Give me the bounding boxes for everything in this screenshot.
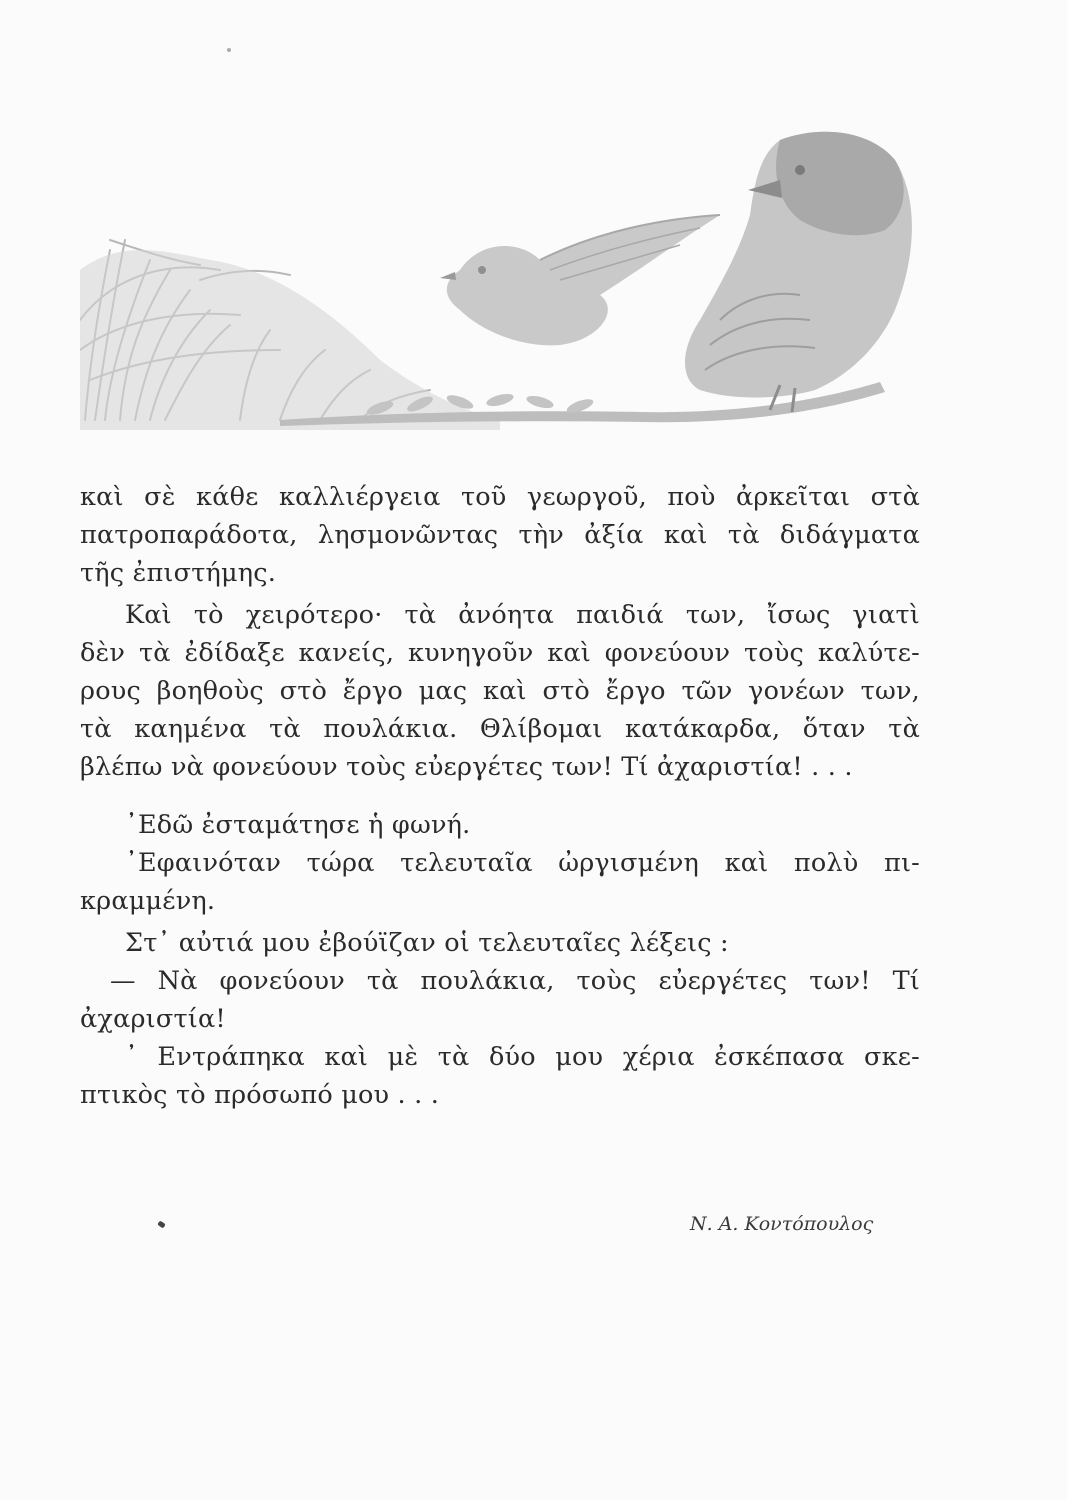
- text-line: βλέπω νὰ φονεύουν τοὺς εὐεργέτες των! Τί ἀχαριστία! . . .: [80, 752, 853, 782]
- text-line: τὰ καημένα τὰ πουλάκια. Θλίβομαι κατάκαρδα, ὅταν τὰ: [80, 714, 920, 744]
- text-line: πατροπαράδοτα, λησμονῶντας τὴν ἀξία καὶ τὰ διδάγματα: [80, 520, 920, 550]
- text-line: τῆς ἐπιστήμης.: [80, 558, 277, 588]
- text-line: Καὶ τὸ χειρότερο· τὰ ἀνόητα παιδιά των, ἴσως γιατὶ: [125, 600, 920, 630]
- body-text: [80, 478, 920, 1114]
- text-line: ἀχαριστία!: [80, 1004, 226, 1034]
- text-line: ᾿Εφαινόταν τώρα τελευταῖα ὠργισμένη καὶ πολὺ πι-: [125, 848, 920, 878]
- text-line: πτικὸς τὸ πρόσωπό μου . . .: [80, 1080, 440, 1110]
- text-line: κραμμένη.: [80, 886, 216, 916]
- text-line: δὲν τὰ ἐδίδαξε κανείς, κυνηγοῦν καὶ φονεύουν τοὺς καλύτε-: [80, 638, 920, 668]
- scan-speck: [227, 48, 231, 52]
- text-line: Στ᾿ αὐτιά μου ἐβούϊζαν οἱ τελευταῖες λέξεις :: [125, 928, 729, 958]
- text-line: — Νὰ φονεύουν τὰ πουλάκια, τοὺς εὐεργέτες των! Τί: [110, 966, 920, 996]
- text-line: καὶ σὲ κάθε καλλιέργεια τοῦ γεωργοῦ, ποὺ ἀρκεῖται στὰ: [80, 482, 920, 512]
- text-line: ρους βοηθοὺς στὸ ἔργο μας καὶ στὸ ἔργο τῶν γονέων των,: [80, 676, 920, 706]
- text-line: ᾿Εδῶ ἐσταμάτησε ἡ φωνή.: [125, 810, 471, 840]
- birds-on-branch-illustration: [80, 120, 920, 440]
- author-signature: Ν. Α. Κοντόπουλος: [690, 1213, 874, 1235]
- text-line: ᾿ Εντράπηκα καὶ μὲ τὰ δύο μου χέρια ἐσκέπασα σκε-: [125, 1042, 920, 1072]
- scan-speck: [157, 1220, 166, 1228]
